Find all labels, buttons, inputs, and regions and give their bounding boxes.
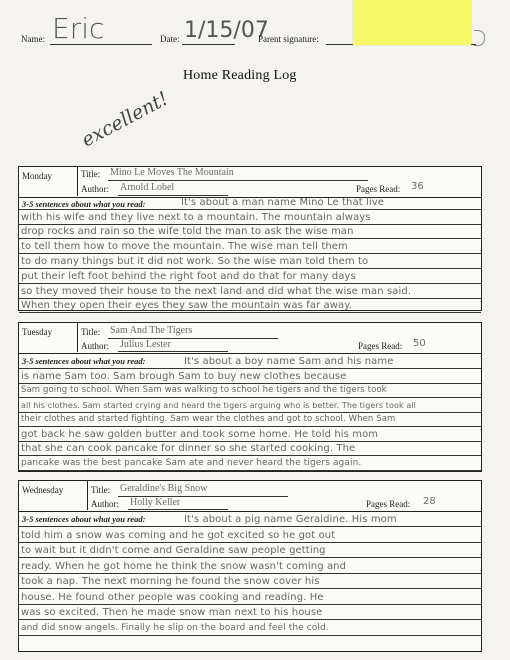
date-field-line bbox=[182, 44, 235, 45]
entry-header bbox=[19, 167, 481, 198]
title-cell bbox=[87, 481, 481, 510]
day-label: Wednesday bbox=[22, 485, 64, 495]
summary-line: is name Sam too. Sam brough Sam to buy new clothes because bbox=[19, 369, 481, 384]
day-label: Monday bbox=[22, 171, 52, 181]
teacher-note: excellent! bbox=[78, 87, 172, 152]
summary-line: that she can cook pancake for dinner so she started cooking. The bbox=[19, 442, 481, 457]
summary-line: drop rocks and rain so the wife told the man to ask the wise man bbox=[19, 225, 481, 240]
summary-line: was so excited. Then he made snow man next to his house bbox=[19, 605, 481, 621]
title-label: Title: bbox=[91, 485, 111, 495]
name-label: Name: bbox=[21, 34, 45, 44]
pages-read-label: Pages Read: bbox=[358, 341, 403, 351]
title-line bbox=[108, 180, 368, 181]
title-label: Title: bbox=[81, 169, 101, 179]
author-label: Author: bbox=[91, 499, 119, 509]
summary-line: told him a snow was coming and he got excited so he got out bbox=[19, 527, 481, 543]
page-title: Home Reading Log bbox=[183, 68, 297, 83]
summary-prompt: 3-5 sentences about what you read: bbox=[22, 514, 146, 524]
summary-line: pancake was the best pancake Sam ate and never heard the tigers again. bbox=[19, 456, 481, 471]
summary-line: It's about a man name Mino Le that live bbox=[19, 195, 481, 210]
book-author: Holly Keller bbox=[130, 497, 181, 508]
book-title: Mino Le Moves The Mountain bbox=[110, 167, 234, 178]
summary-prompt: 3-5 sentences about what you read: bbox=[22, 199, 146, 209]
entry-header bbox=[19, 323, 481, 354]
author-line bbox=[118, 351, 228, 352]
name-value: Eric bbox=[52, 12, 105, 45]
summary-line: to wait but it didn't come and Geraldine saw people getting bbox=[19, 543, 481, 559]
summary-line: ready. When he got home he think the snow wasn't coming and bbox=[19, 558, 481, 574]
pages-read-label: Pages Read: bbox=[356, 184, 401, 194]
author-line bbox=[128, 509, 228, 510]
summary-line: so they moved their house to the next land and did what the wise man said. bbox=[19, 284, 481, 299]
summary-line: to tell them how to move the mountain. The wise man tell them bbox=[19, 239, 481, 254]
author-label: Author: bbox=[81, 184, 109, 194]
summary-line: put their left foot behind the right foot and do that for many days bbox=[19, 269, 481, 284]
pages-read-value: 50 bbox=[413, 338, 426, 349]
summary-line: house. He found other people was cooking and reading. He bbox=[19, 589, 481, 605]
sticky-note bbox=[353, 0, 471, 45]
book-author: Julius Lester bbox=[120, 339, 171, 350]
title-cell bbox=[77, 323, 481, 352]
entry-header bbox=[19, 481, 481, 512]
summary-lines bbox=[19, 353, 481, 471]
date-value: 1/15/07 bbox=[184, 18, 269, 43]
summary-line: with his wife and they live next to a mountain. The mountain always bbox=[19, 210, 481, 225]
summary-line: It's about a pig name Geraldine. His mom bbox=[19, 511, 481, 527]
parent-signature-label: Parent signature: bbox=[258, 34, 319, 44]
page-curl-mark bbox=[474, 30, 485, 46]
title-cell bbox=[77, 167, 481, 196]
summary-lines bbox=[19, 195, 481, 313]
log-entry-monday bbox=[18, 166, 482, 311]
book-author: Arnold Lobel bbox=[120, 182, 175, 193]
date-label: Date: bbox=[160, 34, 180, 44]
summary-line: to do many things but it did not work. So the wise man told them to bbox=[19, 254, 481, 269]
summary-line: took a nap. The next morning he found the snow cover his bbox=[19, 574, 481, 590]
summary-line: all his clothes. Sam started crying and heard the tigers arguing who is better. The tigers took all bbox=[19, 398, 481, 413]
log-entry-wednesday bbox=[18, 480, 482, 652]
summary-prompt: 3-5 sentences about what you read: bbox=[22, 356, 146, 366]
book-title: Sam And The Tigers bbox=[110, 325, 193, 336]
author-label: Author: bbox=[81, 341, 109, 351]
day-label: Tuesday bbox=[22, 327, 53, 337]
summary-line: When they open their eyes they saw the mountain was far away. bbox=[19, 299, 481, 314]
summary-line: got back he saw golden butter and took some home. He told his mom bbox=[19, 427, 481, 442]
pages-read-value: 36 bbox=[411, 181, 424, 192]
log-entry-tuesday bbox=[18, 322, 482, 472]
pages-read-label: Pages Read: bbox=[366, 499, 411, 509]
summary-line: their clothes and started fighting. Sam wear the clothes and got to school. When Sam bbox=[19, 413, 481, 428]
pages-read-value: 28 bbox=[423, 496, 436, 507]
summary-lines bbox=[19, 511, 481, 636]
summary-line: Sam going to school. When Sam was walking to school he tigers and the tigers took bbox=[19, 384, 481, 399]
summary-line: and did snow angels. Finally he slip on the board and feel the cold. bbox=[19, 620, 481, 636]
book-title: Geraldine's Big Snow bbox=[120, 483, 208, 494]
summary-line: It's about a boy name Sam and his name bbox=[19, 353, 481, 369]
title-label: Title: bbox=[81, 327, 101, 337]
